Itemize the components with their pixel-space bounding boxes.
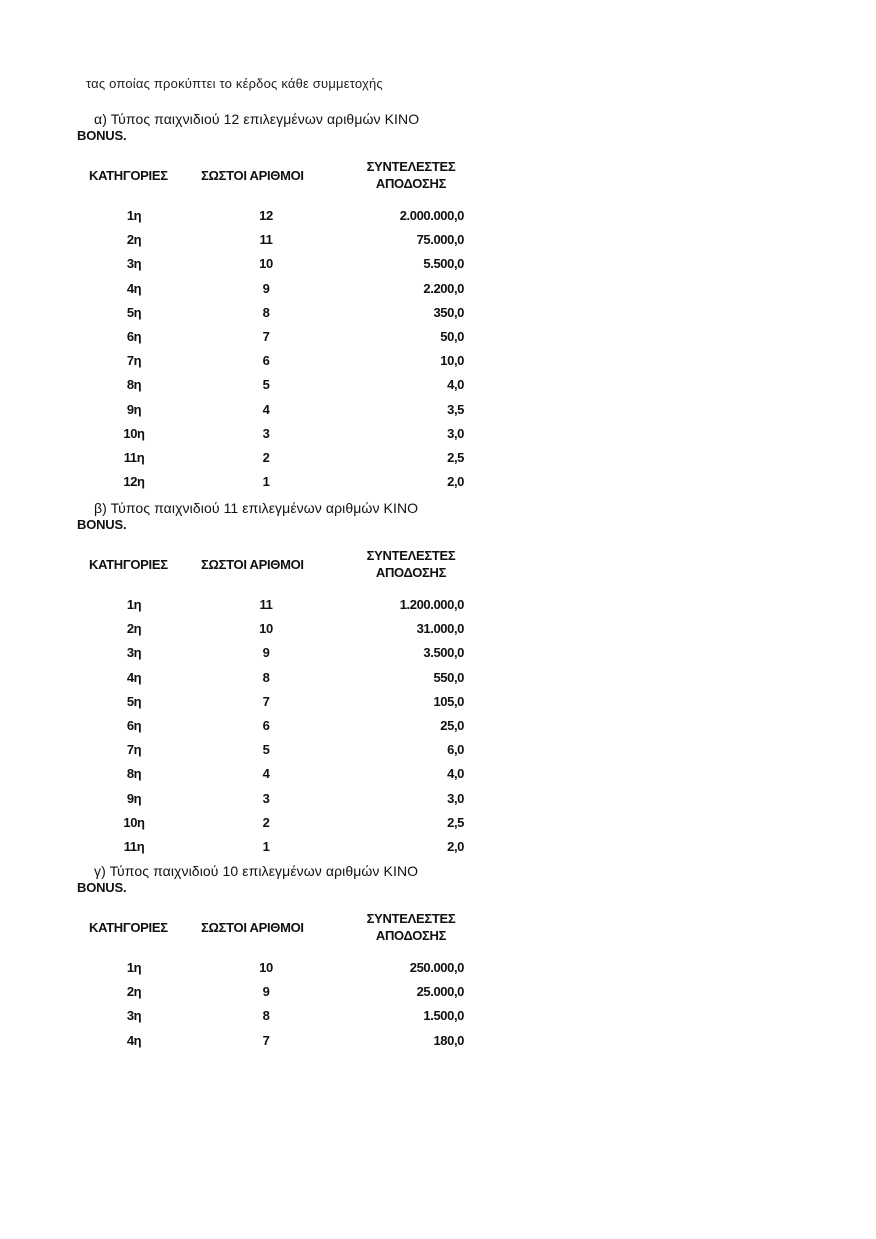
table-row xyxy=(84,377,478,401)
table-row xyxy=(84,281,478,305)
correct-numbers-cell: 4 xyxy=(262,401,270,417)
table-section xyxy=(77,110,478,498)
correct-numbers-cell: 9 xyxy=(262,280,270,296)
table-row xyxy=(84,305,478,329)
category-cell: 4η xyxy=(126,1032,142,1048)
category-cell: 10η xyxy=(123,425,145,441)
coef-header-line1: ΣΥΝΤΕΛΕΣΤΕΣ xyxy=(366,911,456,926)
column-header-payout-coefficients xyxy=(352,910,470,944)
coefficient-cell: 4,0 xyxy=(447,766,464,782)
column-header-correct-numbers: ΣΩΣΤΟΙ ΑΡΙΘΜΟΙ xyxy=(201,557,304,572)
coefficient-cell: 75.000,0 xyxy=(416,232,464,248)
coefficient-cell: 105,0 xyxy=(433,693,464,709)
coefficient-cell: 350,0 xyxy=(433,304,464,320)
category-cell: 2η xyxy=(126,621,142,637)
correct-numbers-cell: 8 xyxy=(262,669,270,685)
category-cell: 10η xyxy=(123,814,145,830)
table-row xyxy=(84,621,478,645)
category-cell: 11η xyxy=(123,839,145,854)
table-row xyxy=(84,232,478,256)
coefficient-cell: 2,0 xyxy=(447,839,464,854)
coef-header-line2: ΑΠΟΔΟΣΗΣ xyxy=(375,928,447,943)
correct-numbers-cell: 1 xyxy=(262,839,270,854)
table-row xyxy=(84,839,478,863)
section-title-text-2: BONUS. xyxy=(77,880,127,895)
table-row xyxy=(84,670,478,694)
coefficient-cell: 5.500,0 xyxy=(423,256,464,272)
correct-numbers-cell: 10 xyxy=(259,960,273,975)
correct-numbers-cell: 1 xyxy=(262,474,270,490)
coefficient-cell: 250.000,0 xyxy=(409,960,464,975)
table-section xyxy=(77,499,478,863)
section-title-line1 xyxy=(84,499,478,519)
table-row xyxy=(84,694,478,718)
correct-numbers-cell: 7 xyxy=(262,693,270,709)
coefficient-cell: 25,0 xyxy=(440,718,464,733)
category-cell: 5η xyxy=(126,693,142,709)
correct-numbers-cell: 11 xyxy=(259,597,273,612)
coefficient-cell: 550,0 xyxy=(433,669,464,685)
coefficient-cell: 3,5 xyxy=(447,401,464,417)
correct-numbers-cell: 5 xyxy=(262,377,270,393)
category-cell: 3η xyxy=(126,256,142,272)
table-row xyxy=(84,474,478,498)
correct-numbers-cell: 7 xyxy=(262,1032,270,1048)
column-header-category: ΚΑΤΗΓΟΡΙΕΣ xyxy=(89,168,168,183)
correct-numbers-cell: 9 xyxy=(262,984,270,1000)
category-cell: 5η xyxy=(126,304,142,320)
category-cell: 7η xyxy=(126,353,142,369)
table-row xyxy=(84,645,478,669)
coefficient-cell: 1.500,0 xyxy=(423,1008,464,1024)
section-title-line1 xyxy=(84,110,478,130)
correct-numbers-cell: 11 xyxy=(259,232,273,248)
coefficient-cell: 10,0 xyxy=(440,353,464,369)
table-row xyxy=(84,718,478,742)
coefficient-cell: 31.000,0 xyxy=(416,621,464,637)
table-row xyxy=(84,208,478,232)
correct-numbers-cell: 3 xyxy=(262,790,270,806)
table-row xyxy=(84,984,478,1008)
correct-numbers-cell: 4 xyxy=(262,766,270,782)
table-row xyxy=(84,1008,478,1032)
category-cell: 1η xyxy=(126,960,142,975)
table-row xyxy=(84,960,478,984)
table-row xyxy=(84,742,478,766)
table-row xyxy=(84,1033,478,1057)
coefficient-cell: 3,0 xyxy=(447,790,464,806)
correct-numbers-cell: 9 xyxy=(262,645,270,661)
category-cell: 3η xyxy=(126,645,142,661)
coefficient-cell: 2.000.000,0 xyxy=(399,208,464,223)
coefficient-cell: 180,0 xyxy=(433,1032,464,1048)
category-cell: 2η xyxy=(126,232,142,248)
section-title-text: β) Τύπος παιχνιδιού 11 επιλεγμένων αριθμών KINO xyxy=(94,500,419,516)
category-cell: 2η xyxy=(126,984,142,1000)
table-row xyxy=(84,329,478,353)
category-cell: 1η xyxy=(126,597,142,612)
column-header-category: ΚΑΤΗΓΟΡΙΕΣ xyxy=(89,557,168,572)
correct-numbers-cell: 2 xyxy=(262,450,270,465)
column-header-category: ΚΑΤΗΓΟΡΙΕΣ xyxy=(89,920,168,935)
category-cell: 9η xyxy=(126,790,142,806)
category-cell: 12η xyxy=(123,474,145,490)
coefficient-cell: 2.200,0 xyxy=(423,280,464,296)
section-title-text-2: BONUS. xyxy=(77,128,127,143)
correct-numbers-cell: 10 xyxy=(259,256,273,272)
category-cell: 7η xyxy=(126,742,142,758)
category-cell: 8η xyxy=(126,377,142,393)
correct-numbers-cell: 5 xyxy=(262,742,270,758)
category-cell: 6η xyxy=(126,718,142,733)
table-row xyxy=(84,791,478,815)
coef-header-line1: ΣΥΝΤΕΛΕΣΤΕΣ xyxy=(366,159,456,174)
table-row xyxy=(84,256,478,280)
correct-numbers-cell: 12 xyxy=(259,208,273,223)
category-cell: 11η xyxy=(123,450,145,465)
correct-numbers-cell: 10 xyxy=(259,621,273,637)
category-cell: 9η xyxy=(126,401,142,417)
correct-numbers-cell: 8 xyxy=(262,1008,270,1024)
category-cell: 6η xyxy=(126,329,142,344)
column-header-payout-coefficients xyxy=(352,158,470,192)
column-header-payout-coefficients xyxy=(352,547,470,581)
column-header-correct-numbers: ΣΩΣΤΟΙ ΑΡΙΘΜΟΙ xyxy=(201,920,304,935)
coef-header-line1: ΣΥΝΤΕΛΕΣΤΕΣ xyxy=(366,548,456,563)
section-title-line1 xyxy=(84,862,478,882)
section-title-text: α) Τύπος παιχνιδιού 12 επιλεγμένων αριθμών KINO xyxy=(94,111,420,127)
table-row xyxy=(84,766,478,790)
section-title-text: γ) Τύπος παιχνιδιού 10 επιλεγμένων αριθμών KINO xyxy=(94,863,419,879)
table-row xyxy=(84,426,478,450)
coefficient-cell: 1.200.000,0 xyxy=(399,597,464,612)
correct-numbers-cell: 7 xyxy=(262,329,270,344)
table-section xyxy=(77,862,478,1057)
coefficient-cell: 2,0 xyxy=(447,474,464,490)
correct-numbers-cell: 6 xyxy=(262,353,270,369)
coef-header-line2: ΑΠΟΔΟΣΗΣ xyxy=(375,176,447,191)
table-row xyxy=(84,402,478,426)
section-title-text-2: BONUS. xyxy=(77,517,127,532)
coefficient-cell: 50,0 xyxy=(440,329,464,344)
coefficient-cell: 2,5 xyxy=(447,814,464,830)
table-row xyxy=(84,450,478,474)
coefficient-cell: 2,5 xyxy=(447,450,464,465)
correct-numbers-cell: 3 xyxy=(262,425,270,441)
table-row xyxy=(84,597,478,621)
category-cell: 1η xyxy=(126,208,142,223)
correct-numbers-cell: 6 xyxy=(262,718,270,733)
coefficient-cell: 4,0 xyxy=(447,377,464,393)
top-line-text: τας οποίας προκύπτει το κέρδος κάθε συμμετοχής xyxy=(86,76,383,91)
correct-numbers-cell: 2 xyxy=(262,814,270,830)
category-cell: 3η xyxy=(126,1008,142,1024)
column-header-correct-numbers: ΣΩΣΤΟΙ ΑΡΙΘΜΟΙ xyxy=(201,168,304,183)
correct-numbers-cell: 8 xyxy=(262,304,270,320)
coefficient-cell: 3.500,0 xyxy=(423,645,464,661)
coefficient-cell: 3,0 xyxy=(447,425,464,441)
coef-header-line2: ΑΠΟΔΟΣΗΣ xyxy=(375,565,447,580)
table-row xyxy=(84,353,478,377)
text-column xyxy=(77,0,478,1239)
category-cell: 8η xyxy=(126,766,142,782)
coefficient-cell: 25.000,0 xyxy=(416,984,464,1000)
table-row xyxy=(84,815,478,839)
coefficient-cell: 6,0 xyxy=(447,742,464,758)
category-cell: 4η xyxy=(126,280,142,296)
cut-off-top-line xyxy=(84,76,478,96)
category-cell: 4η xyxy=(126,669,142,685)
